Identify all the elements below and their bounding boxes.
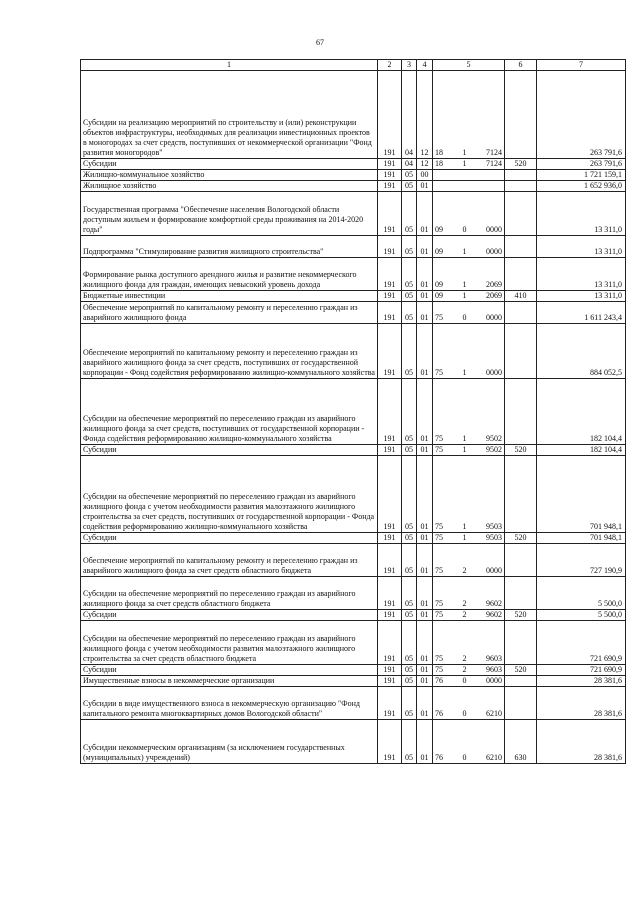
row-expense-type <box>505 236 537 258</box>
row-amount: 263 791,6 <box>537 159 626 170</box>
row-code-section: 05 <box>402 258 417 291</box>
program-code-part: 1 <box>462 247 467 256</box>
row-code-main: 191 <box>378 544 402 577</box>
row-code-section: 05 <box>402 456 417 533</box>
row-program-code <box>433 544 505 577</box>
program-code-part: 76 <box>435 753 443 762</box>
table-row <box>81 665 626 676</box>
header-cell: 2 <box>378 60 402 71</box>
table-row <box>81 302 626 324</box>
row-amount: 727 190,9 <box>537 544 626 577</box>
program-code-part: 09 <box>435 291 443 300</box>
row-expense-type <box>505 170 537 181</box>
program-code-part: 75 <box>435 599 443 608</box>
row-expense-type: 520 <box>505 665 537 676</box>
program-code-part: 0000 <box>486 313 502 322</box>
row-name: Жилищно-коммунальное хозяйство <box>81 170 378 181</box>
row-name: Субсидии <box>81 445 378 456</box>
program-code-part: 2 <box>462 599 467 608</box>
table-row <box>81 159 626 170</box>
row-code-main: 191 <box>378 687 402 720</box>
row-code-subsection: 01 <box>417 665 433 676</box>
program-code-part: 9502 <box>486 445 502 454</box>
row-code-main: 191 <box>378 621 402 665</box>
table-row <box>81 720 626 764</box>
table-row <box>81 610 626 621</box>
row-name: Субсидии <box>81 159 378 170</box>
budget-table <box>80 59 626 764</box>
row-expense-type <box>505 621 537 665</box>
row-code-subsection: 01 <box>417 533 433 544</box>
program-code-part: 75 <box>435 445 443 454</box>
table-row <box>81 687 626 720</box>
row-code-section: 05 <box>402 192 417 236</box>
row-expense-type <box>505 379 537 445</box>
row-name: Субсидии <box>81 610 378 621</box>
row-name: Субсидии на обеспечение мероприятий по переселению граждан из аварийного жилищного фонда с учетом необходимости развития малоэтажного жилищного строительства за счет средств областного бюджета <box>81 621 378 665</box>
row-code-subsection: 01 <box>417 687 433 720</box>
row-code-main: 191 <box>378 302 402 324</box>
row-name: Жилищное хозяйство <box>81 181 378 192</box>
program-code-part: 1 <box>462 148 467 157</box>
row-expense-type <box>505 181 537 192</box>
row-code-subsection: 12 <box>417 71 433 159</box>
row-code-main: 191 <box>378 577 402 610</box>
row-name: Имущественные взносы в некоммерческие организации <box>81 676 378 687</box>
row-expense-type <box>505 676 537 687</box>
row-code-main: 191 <box>378 258 402 291</box>
row-program-code <box>433 577 505 610</box>
table-row <box>81 544 626 577</box>
row-amount: 1 652 936,0 <box>537 181 626 192</box>
table-row <box>81 533 626 544</box>
row-code-subsection: 01 <box>417 192 433 236</box>
row-expense-type <box>505 577 537 610</box>
row-name: Субсидии <box>81 665 378 676</box>
row-name: Субсидии на реализацию мероприятий по строительству и (или) реконструкции объектов инфраструктуры, необходимых для реализации инвестиционных проектов в моногородах за счет средств, поступивших от некоммерческой организации "Фонд развития моногородов" <box>81 71 378 159</box>
program-code-part: 9503 <box>486 522 502 531</box>
row-code-subsection: 01 <box>417 379 433 445</box>
row-code-main: 191 <box>378 71 402 159</box>
row-code-section: 05 <box>402 621 417 665</box>
row-amount: 721 690,9 <box>537 665 626 676</box>
row-code-subsection: 01 <box>417 302 433 324</box>
program-code-part: 76 <box>435 676 443 685</box>
row-code-section: 05 <box>402 665 417 676</box>
row-amount: 5 500,0 <box>537 610 626 621</box>
row-amount: 701 948,1 <box>537 456 626 533</box>
program-code-part: 9603 <box>486 654 502 663</box>
program-code-part: 9602 <box>486 599 502 608</box>
row-program-code <box>433 687 505 720</box>
row-expense-type <box>505 544 537 577</box>
row-code-section: 05 <box>402 379 417 445</box>
table-row <box>81 71 626 159</box>
program-code-part: 76 <box>435 709 443 718</box>
row-amount: 13 311,0 <box>537 291 626 302</box>
program-code-part: 75 <box>435 533 443 542</box>
program-code-part: 75 <box>435 522 443 531</box>
table-row <box>81 236 626 258</box>
row-code-subsection: 01 <box>417 676 433 687</box>
program-code-part: 75 <box>435 654 443 663</box>
program-code-part: 1 <box>462 291 467 300</box>
row-name: Государственная программа "Обеспечение населения Вологодской области доступным жильем и формирование комфортной среды проживания на 2014-2020 годы" <box>81 192 378 236</box>
row-code-subsection: 01 <box>417 720 433 764</box>
row-name: Субсидии на обеспечение мероприятий по переселению граждан из аварийного жилищного фонда за счет средств, поступивших от государственной корпорации - Фонда содействия реформированию жилищно-коммунального хозяйства <box>81 379 378 445</box>
row-name: Субсидии <box>81 533 378 544</box>
row-code-section: 05 <box>402 324 417 379</box>
row-code-main: 191 <box>378 445 402 456</box>
row-amount: 182 104,4 <box>537 379 626 445</box>
row-code-section: 05 <box>402 291 417 302</box>
row-amount: 1 611 243,4 <box>537 302 626 324</box>
program-code-part: 2 <box>462 566 467 575</box>
row-expense-type: 520 <box>505 533 537 544</box>
row-code-main: 191 <box>378 170 402 181</box>
row-code-main: 191 <box>378 236 402 258</box>
row-amount: 5 500,0 <box>537 577 626 610</box>
row-expense-type <box>505 71 537 159</box>
row-code-subsection: 01 <box>417 456 433 533</box>
program-code-part: 2069 <box>486 291 502 300</box>
row-code-main: 191 <box>378 159 402 170</box>
program-code-part: 1 <box>462 522 467 531</box>
program-code-part: 1 <box>462 368 467 377</box>
row-program-code <box>433 324 505 379</box>
row-program-code <box>433 621 505 665</box>
program-code-part: 2 <box>462 610 467 619</box>
row-program-code <box>433 456 505 533</box>
table-row <box>81 379 626 445</box>
row-name: Субсидии некоммерческим организациям (за исключением государственных (муниципальных) учреждений) <box>81 720 378 764</box>
row-code-subsection: 01 <box>417 324 433 379</box>
row-code-subsection: 01 <box>417 258 433 291</box>
row-expense-type <box>505 687 537 720</box>
row-expense-type: 520 <box>505 610 537 621</box>
program-code-part: 0 <box>462 676 467 685</box>
row-code-section: 04 <box>402 159 417 170</box>
program-code-part: 18 <box>435 159 443 168</box>
row-expense-type: 520 <box>505 159 537 170</box>
row-expense-type: 520 <box>505 445 537 456</box>
table-row <box>81 170 626 181</box>
row-amount: 263 791,6 <box>537 71 626 159</box>
table-row <box>81 181 626 192</box>
program-code-part: 18 <box>435 148 443 157</box>
row-code-section: 05 <box>402 676 417 687</box>
row-program-code <box>433 445 505 456</box>
program-code-part: 0000 <box>486 247 502 256</box>
row-program-code <box>433 379 505 445</box>
row-amount: 701 948,1 <box>537 533 626 544</box>
header-cell: 6 <box>505 60 537 71</box>
row-code-main: 191 <box>378 456 402 533</box>
program-code-part: 09 <box>435 280 443 289</box>
program-code-part: 7124 <box>486 159 502 168</box>
program-code-part: 0000 <box>486 368 502 377</box>
program-code-part: 6210 <box>486 709 502 718</box>
row-expense-type <box>505 192 537 236</box>
row-amount: 28 381,6 <box>537 687 626 720</box>
row-program-code <box>433 533 505 544</box>
program-code-part: 09 <box>435 225 443 234</box>
program-code-part: 75 <box>435 566 443 575</box>
row-amount: 721 690,9 <box>537 621 626 665</box>
page-number: 67 <box>316 38 324 47</box>
program-code-part: 1 <box>462 159 467 168</box>
row-code-section: 05 <box>402 236 417 258</box>
row-program-code <box>433 181 505 192</box>
program-code-part: 0000 <box>486 676 502 685</box>
program-code-part: 75 <box>435 665 443 674</box>
row-code-section: 05 <box>402 533 417 544</box>
table-row <box>81 192 626 236</box>
row-amount: 1 721 159,1 <box>537 170 626 181</box>
row-program-code <box>433 192 505 236</box>
row-amount: 182 104,4 <box>537 445 626 456</box>
program-code-part: 6210 <box>486 753 502 762</box>
row-program-code <box>433 720 505 764</box>
row-program-code <box>433 71 505 159</box>
row-program-code <box>433 610 505 621</box>
row-program-code <box>433 676 505 687</box>
table-row <box>81 258 626 291</box>
row-code-main: 191 <box>378 324 402 379</box>
row-code-subsection: 01 <box>417 621 433 665</box>
row-code-main: 191 <box>378 533 402 544</box>
row-expense-type <box>505 324 537 379</box>
table-row <box>81 291 626 302</box>
row-name: Бюджетные инвестиции <box>81 291 378 302</box>
program-code-part: 75 <box>435 368 443 377</box>
row-expense-type: 630 <box>505 720 537 764</box>
program-code-part: 9502 <box>486 434 502 443</box>
row-expense-type <box>505 258 537 291</box>
row-code-subsection: 00 <box>417 170 433 181</box>
program-code-part: 9602 <box>486 610 502 619</box>
row-name: Субсидии на обеспечение мероприятий по переселению граждан из аварийного жилищного фонда за счет средств областного бюджета <box>81 577 378 610</box>
row-name: Подпрограмма "Стимулирование развития жилищного строительства" <box>81 236 378 258</box>
row-code-section: 05 <box>402 181 417 192</box>
program-code-part: 0 <box>462 709 467 718</box>
program-code-part: 1 <box>462 445 467 454</box>
row-amount: 28 381,6 <box>537 676 626 687</box>
row-program-code <box>433 170 505 181</box>
row-code-main: 191 <box>378 610 402 621</box>
row-code-main: 191 <box>378 192 402 236</box>
row-name: Обеспечение мероприятий по капитальному ремонту и переселению граждан из аварийного жилищного фонда <box>81 302 378 324</box>
table-row <box>81 621 626 665</box>
row-code-main: 191 <box>378 676 402 687</box>
program-code-part: 75 <box>435 610 443 619</box>
table-row <box>81 324 626 379</box>
row-name: Обеспечение мероприятий по капитальному ремонту и переселению граждан из аварийного жилищного фонда за счет средств областного бюджета <box>81 544 378 577</box>
row-program-code <box>433 258 505 291</box>
row-code-section: 05 <box>402 610 417 621</box>
program-code-part: 09 <box>435 247 443 256</box>
program-code-part: 1 <box>462 434 467 443</box>
program-code-part: 75 <box>435 313 443 322</box>
program-code-part: 9503 <box>486 533 502 542</box>
program-code-part: 1 <box>462 280 467 289</box>
table-row <box>81 676 626 687</box>
row-expense-type <box>505 456 537 533</box>
row-code-section: 05 <box>402 544 417 577</box>
program-code-part: 1 <box>462 533 467 542</box>
table-row <box>81 577 626 610</box>
row-code-subsection: 01 <box>417 544 433 577</box>
row-amount: 13 311,0 <box>537 258 626 291</box>
row-program-code <box>433 302 505 324</box>
row-code-section: 05 <box>402 577 417 610</box>
header-cell: 7 <box>537 60 626 71</box>
row-code-subsection: 01 <box>417 610 433 621</box>
header-cell: 3 <box>402 60 417 71</box>
row-code-main: 191 <box>378 291 402 302</box>
row-code-subsection: 12 <box>417 159 433 170</box>
table-header-row <box>81 60 626 71</box>
row-code-section: 05 <box>402 687 417 720</box>
row-program-code <box>433 665 505 676</box>
program-code-part: 7124 <box>486 148 502 157</box>
row-code-main: 191 <box>378 379 402 445</box>
row-code-subsection: 01 <box>417 181 433 192</box>
row-code-section: 05 <box>402 302 417 324</box>
row-name: Формирование рынка доступного арендного жилья и развитие некоммерческого жилищного фонда для граждан, имеющих невысокий уровень дохода <box>81 258 378 291</box>
header-cell: 4 <box>417 60 433 71</box>
row-code-subsection: 01 <box>417 577 433 610</box>
row-name: Обеспечение мероприятий по капитальному ремонту и переселению граждан из аварийного жилищного фонда за счет средств, поступивших от государственной корпорации - Фонд содействия реформированию жилищно-коммунального хозяйства <box>81 324 378 379</box>
row-name: Субсидии в виде имущественного взноса в некоммерческую организацию "Фонд капитального ремонта многоквартирных домов Вологодской области" <box>81 687 378 720</box>
program-code-part: 2 <box>462 654 467 663</box>
header-cell: 5 <box>433 60 505 71</box>
program-code-part: 2 <box>462 665 467 674</box>
row-expense-type <box>505 302 537 324</box>
row-program-code <box>433 291 505 302</box>
program-code-part: 9603 <box>486 665 502 674</box>
row-code-subsection: 01 <box>417 291 433 302</box>
program-code-part: 0 <box>462 753 467 762</box>
row-code-main: 191 <box>378 720 402 764</box>
program-code-part: 0000 <box>486 225 502 234</box>
row-code-main: 191 <box>378 665 402 676</box>
program-code-part: 75 <box>435 434 443 443</box>
row-code-section: 05 <box>402 445 417 456</box>
row-code-section: 05 <box>402 720 417 764</box>
row-code-main: 191 <box>378 181 402 192</box>
row-amount: 13 311,0 <box>537 236 626 258</box>
program-code-part: 0 <box>462 313 467 322</box>
row-expense-type: 410 <box>505 291 537 302</box>
table-row <box>81 445 626 456</box>
row-name: Субсидии на обеспечение мероприятий по переселению граждан из аварийного жилищного фонда с учетом необходимости развития малоэтажного жилищного строительства за счет средств, поступивших от государственной корпорации - Фонда содействия реформированию жилищно-коммунального хозяйства <box>81 456 378 533</box>
row-code-section: 05 <box>402 170 417 181</box>
row-amount: 28 381,6 <box>537 720 626 764</box>
row-code-subsection: 01 <box>417 445 433 456</box>
row-code-subsection: 01 <box>417 236 433 258</box>
header-cell: 1 <box>81 60 378 71</box>
row-program-code <box>433 159 505 170</box>
program-code-part: 0 <box>462 225 467 234</box>
program-code-part: 0000 <box>486 566 502 575</box>
row-amount: 13 311,0 <box>537 192 626 236</box>
program-code-part: 2069 <box>486 280 502 289</box>
table-row <box>81 456 626 533</box>
row-program-code <box>433 236 505 258</box>
row-code-section: 04 <box>402 71 417 159</box>
row-amount: 884 052,5 <box>537 324 626 379</box>
